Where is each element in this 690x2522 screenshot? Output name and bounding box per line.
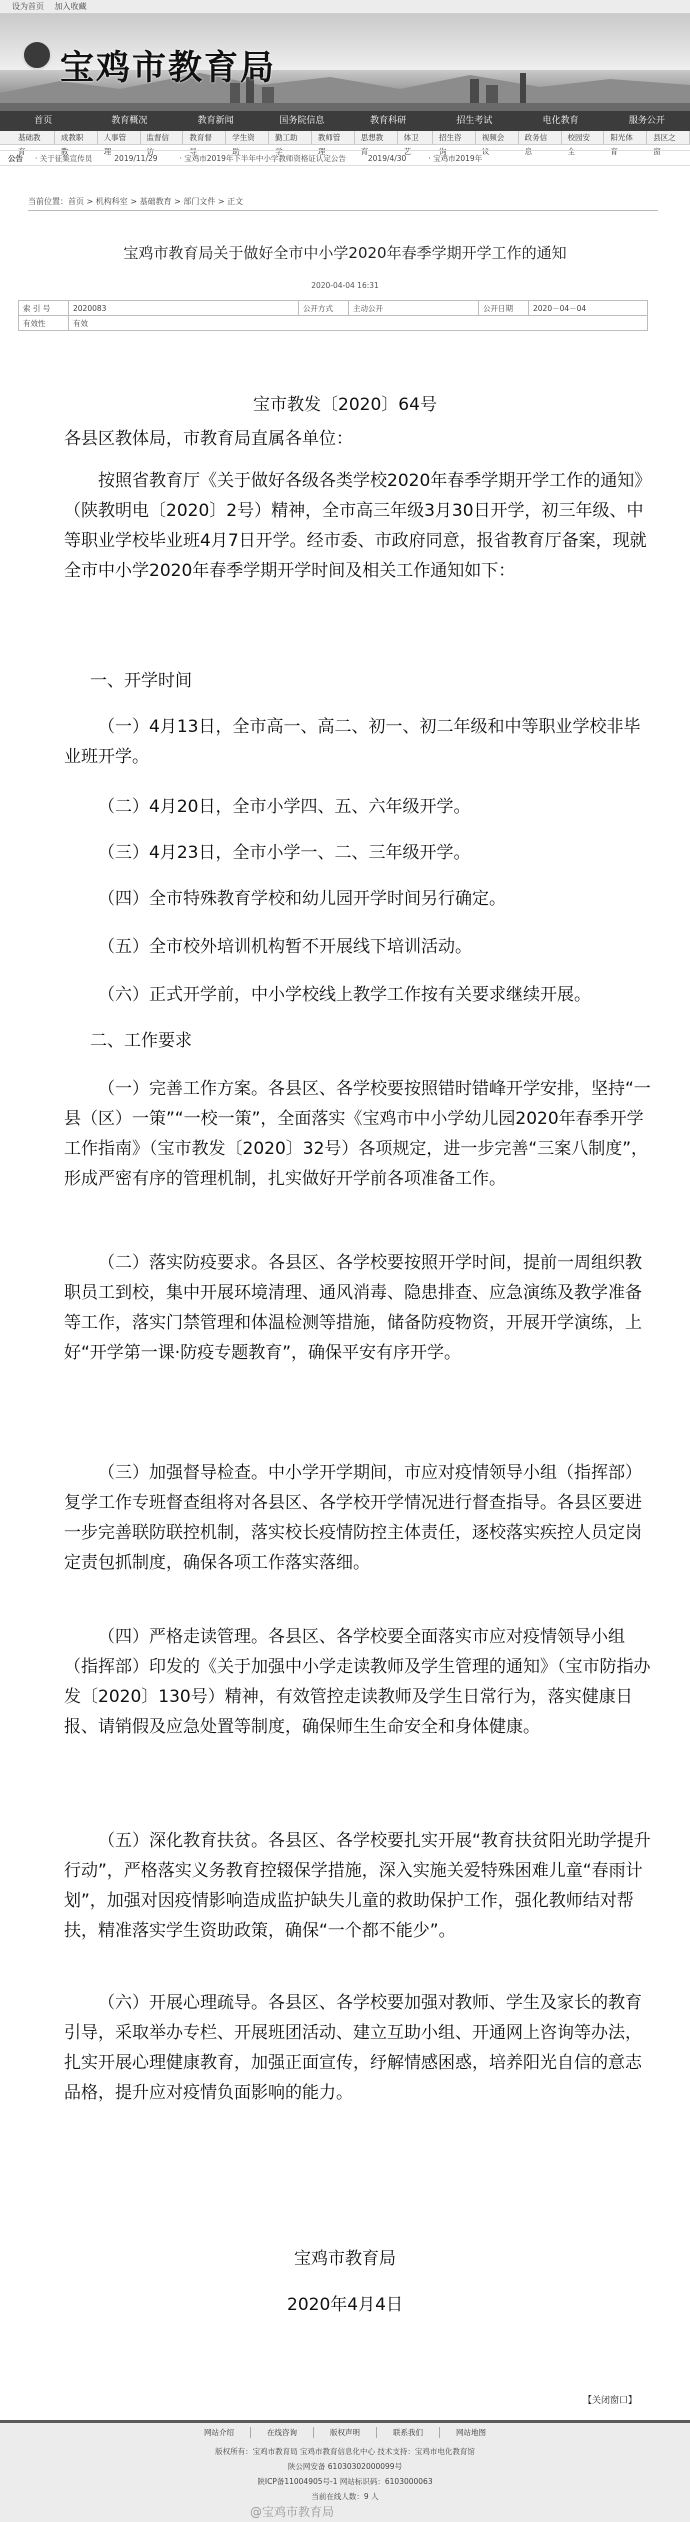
notice-date: 2019/4/30: [367, 153, 407, 163]
site-title: 宝鸡市教育局: [60, 48, 276, 88]
article-title: 宝鸡市教育局关于做好全市中小学2020年春季学期开学工作的通知: [123, 244, 567, 262]
meta-index-label: 索 引 号: [19, 301, 69, 316]
subnav-item[interactable]: 体卫艺: [398, 131, 433, 144]
footer-sponsor: 版权所有：宝鸡市教育局 宝鸡市教育信息化中心 技术支持：宝鸡市电化教育馆: [215, 2447, 475, 2456]
subnav-item[interactable]: 教师管理: [312, 131, 355, 144]
subnav-item[interactable]: 教育督导: [183, 131, 226, 144]
notice-item[interactable]: · 关于征集宣传员: [35, 153, 93, 163]
divider: [28, 210, 658, 211]
nav-item-e-education[interactable]: 电化教育: [542, 116, 579, 126]
site-emblem-icon: [22, 40, 52, 70]
intro-paragraph: 按照省教育厅《关于做好各级各类学校2020年春季学期开学工作的通知》（陕教明电〔2020〕2号）精神，全市高三年级3月30日开学，初三年级、中等职业学校毕业班4月7日开学。经市委、市政府同意，报省教育厅备案，现就全市中小学2020年春季学期开学时间及相关工作通知如下：: [64, 471, 652, 581]
nav-item-state-council[interactable]: 国务院信息: [279, 116, 325, 126]
footer-police-record: 陕公网安备 61030302000099号: [287, 2462, 403, 2471]
paragraph: （五）全市校外培训机构暂不开展线下培训活动。: [98, 937, 472, 957]
top-utility-bar: [0, 0, 690, 14]
article-datetime: 2020-04-04 16:31: [311, 281, 379, 290]
site-banner: [0, 14, 690, 111]
subnav-item[interactable]: 招生咨询: [433, 131, 476, 144]
notice-item[interactable]: · 宝鸡市2019年下半年中小学教师资格证认定公告: [179, 153, 346, 163]
footer-icp: 陕ICP备11004905号-1 网站标识码：6103000063: [257, 2477, 433, 2486]
subnav-item[interactable]: 勤工助学: [269, 131, 312, 144]
subnav-item[interactable]: 思想教育: [355, 131, 398, 144]
main-nav: [0, 111, 690, 131]
footer-link[interactable]: 网站地图: [456, 2428, 486, 2437]
subnav-item[interactable]: 基础教育: [12, 131, 55, 144]
paragraph: （四）严格走读管理。各县区、各学校要全面落实市应对疫情领导小组（指挥部）印发的《关于加强中小学走读教师及学生管理的通知》（宝市防指办发〔2020〕130号）精神，有效管控走读教师及学生日常行为，落实健康日报、请销假及应急处置等制度，确保师生生命安全和身体健康。: [64, 1627, 651, 1737]
footer-visitors: 当前在线人数：9 人: [311, 2492, 379, 2501]
nav-item-research[interactable]: 教育科研: [370, 116, 407, 126]
subnav-item[interactable]: 成教职教: [55, 131, 98, 144]
paragraph: （一）完善工作方案。各县区、各学校要按照错时错峰开学安排，坚持“一县（区）一策”“一校一策”，全面落实《宝鸡市中小学幼儿园2020年春季开学工作指南》（宝市教发〔2020〕32号）各项规定，进一步完善“三案八制度”，形成严密有序的管理机制，扎实做好开学前各项准备工作。: [64, 1079, 651, 1189]
nav-item-overview[interactable]: 教育概况: [111, 116, 148, 126]
nav-item-news[interactable]: 教育新闻: [197, 116, 234, 126]
nav-item-admission[interactable]: 招生考试: [456, 116, 493, 126]
notice-label: 公告: [8, 153, 23, 163]
paragraph: （三）4月23日，全市小学一、二、三年级开学。: [98, 843, 471, 863]
paragraph: （三）加强督导检查。中小学开学期间，市应对疫情领导小组（指挥部）复学工作专班督查组将对各县区、各学校开学情况进行督查指导。各县区要进一步完善联防联控机制，落实校长疫情防控主体责任，逐校落实疾控人员定岗定责包抓制度，确保各项工作落实落细。: [64, 1463, 642, 1573]
nav-item-home[interactable]: 首页: [34, 116, 53, 126]
meta-index-value: 2020083: [69, 301, 299, 316]
meta-date-value: 2020－04－04: [529, 301, 648, 316]
notice-date: 2019/11/29: [114, 153, 158, 163]
subnav-item[interactable]: 视频会议: [476, 131, 519, 144]
subnav-item[interactable]: 政务信息: [519, 131, 562, 144]
paragraph: （六）开展心理疏导。各县区、各学校要加强对教师、学生及家长的教育引导，采取举办专栏、开展班团活动、建立互助小组、开通网上咨询等办法，扎实开展心理健康教育，加强正面宣传，纾解情感困惑，培养阳光自信的意志品格，提升应对疫情负面影响的能力。: [64, 1993, 642, 2103]
section-heading: 一、开学时间: [90, 671, 192, 691]
meta-date-label: 公开日期: [479, 301, 529, 316]
meta-validity-value: 有效: [69, 316, 648, 331]
subnav-item[interactable]: 校园安全: [562, 131, 605, 144]
subnav-item[interactable]: 阳光体育: [604, 131, 647, 144]
notice-ticker: [0, 150, 690, 166]
watermark: @宝鸡市教育局: [250, 2505, 335, 2519]
footer-link[interactable]: 联系我们: [377, 2427, 440, 2438]
section-heading: 二、工作要求: [90, 1031, 192, 1051]
close-window-button[interactable]: 【关闭窗口】: [583, 2396, 638, 2406]
nav-item-service[interactable]: 服务公开: [628, 116, 665, 126]
subnav-item[interactable]: 县区之窗: [647, 131, 690, 144]
footer-link[interactable]: 版权声明: [314, 2427, 377, 2438]
meta-disclosure-label: 公开方式: [299, 301, 349, 316]
notice-item[interactable]: · 宝鸡市2019年: [428, 153, 483, 163]
paragraph: （二）落实防疫要求。各县区、各学校要按照开学时间，提前一周组织教职员工到校，集中开展环境清理、通风消毒、隐患排查、应急演练及教学准备等工作，落实门禁管理和体温检测等措施，储备防疫物资，开展开学演练，上好“开学第一课·防疫专题教育”，确保平安有序开学。: [64, 1253, 642, 1363]
subnav-item[interactable]: 学生资助: [226, 131, 269, 144]
paragraph: （五）深化教育扶贫。各县区、各学校要扎实开展“教育扶贫阳光助学提升行动”，严格落实义务教育控辍保学措施，深入实施关爱特殊困难儿童“春雨计划”，加强对因疫情影响造成监护缺失儿童的救助保护工作，强化教师结对帮扶，精准落实学生资助政策，确保“一个都不能少”。: [64, 1831, 651, 1941]
paragraph: （四）全市特殊教育学校和幼儿园开学时间另行确定。: [98, 889, 506, 909]
document-meta-table: [18, 300, 648, 331]
breadcrumb[interactable]: 当前位置：首页 > 机构科室 > 基础教育 > 部门文件 > 正文: [28, 197, 244, 206]
footer-link[interactable]: 网站介绍: [188, 2427, 251, 2438]
site-footer: [0, 2420, 690, 2522]
footer-links: [0, 2423, 690, 2438]
meta-disclosure-value: 主动公开: [349, 301, 479, 316]
paragraph: （一）4月13日，全市高一、高二、初一、初二年级和中等职业学校非毕业班开学。: [64, 717, 641, 767]
footer-link[interactable]: 在线咨询: [251, 2427, 314, 2438]
subnav-item[interactable]: 监督信访: [141, 131, 184, 144]
sign-date: 2020年4月4日: [287, 2295, 403, 2315]
salutation: 各县区教体局，市教育局直属各单位：: [64, 429, 353, 449]
paragraph: （二）4月20日，全市小学四、五、六年级开学。: [98, 797, 471, 817]
set-home-link[interactable]: 设为首页: [12, 2, 44, 11]
meta-validity-label: 有效性: [19, 316, 69, 331]
subnav-item[interactable]: 人事管理: [98, 131, 141, 144]
signer: 宝鸡市教育局: [294, 2249, 396, 2269]
bookmark-link[interactable]: 加入收藏: [54, 2, 87, 11]
document-number: 宝市教发〔2020〕64号: [253, 395, 437, 415]
sub-nav: [0, 131, 690, 156]
paragraph: （六）正式开学前，中小学校线上教学工作按有关要求继续开展。: [98, 985, 591, 1005]
